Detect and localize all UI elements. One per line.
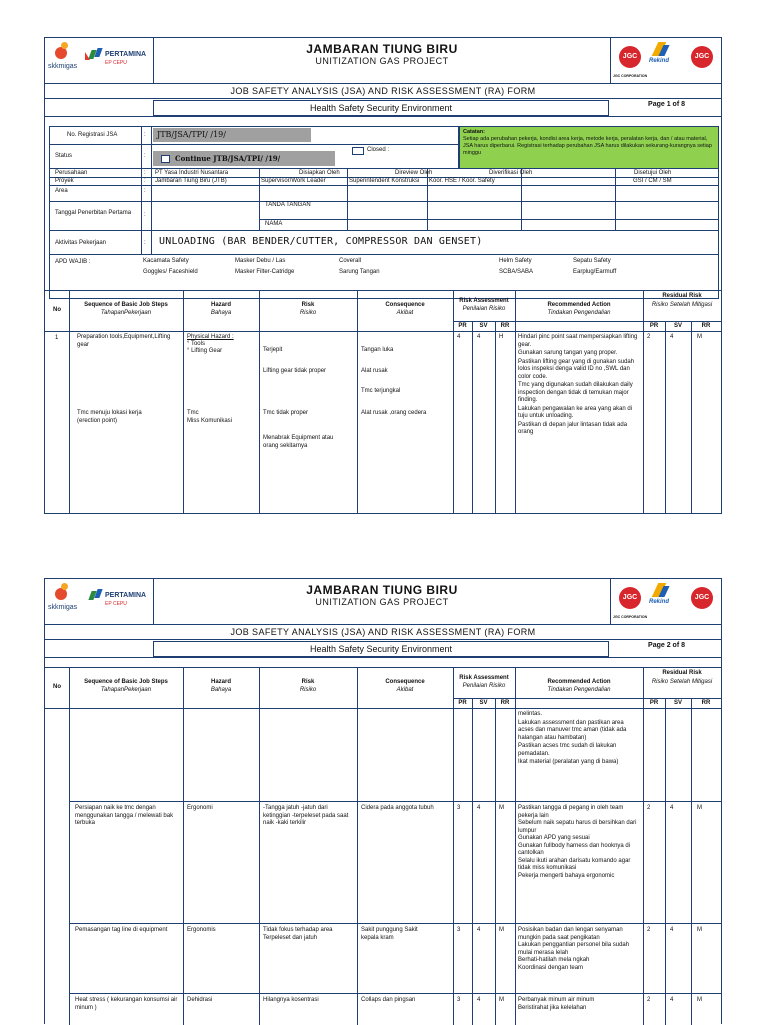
hazard-text: Ergonomis [187,927,216,933]
th-risk: Risk [301,679,315,685]
th-pr: PR [458,323,467,329]
step-text: Heat stress ( kekurangan konsumsi air minum ) [75,997,178,1011]
pertamina-label: PERTAMINA [105,51,147,58]
role-superintendent: Superintendent Konstruksi [349,178,420,184]
project-subtitle: UNITIZATION GAS PROJECT [315,56,449,66]
rr-value: M [499,927,504,933]
pr-value: 4 [457,334,461,340]
hse-title: Health Safety Security Environment [153,641,609,657]
sv-value: 4 [477,805,481,811]
th-ra: Risk Assessment [459,675,509,681]
step-text: Pemasangan tag line di equipment [75,927,168,933]
th-risk-i: Risiko [299,687,317,693]
contractor-logos [610,38,721,83]
th-rr: RR [500,323,510,329]
actions-list [518,334,640,437]
th-no: No [53,307,61,313]
disiapkan-label: Disiapkan Oleh [299,170,340,176]
step-text: Tmc menuju lokasi kerja (erection point) [77,410,142,424]
apd-masker-debu: Masker Debu / Las [235,258,286,264]
skkmigas-label: skkmigas [48,63,78,70]
action-item: Hindari pinc point saat mempersiapkan lifting gear. [518,334,638,348]
closed-checkbox[interactable] [352,147,364,155]
th-steps-i: TahapanPekerjaan [100,310,152,316]
continue-checkbox[interactable] [161,155,170,163]
action-item: Perbanyak minum air minum [518,997,595,1003]
jgc-corp-label: JGC CORPORATION [613,74,648,78]
project-title: JAMBARAN TIUNG BIRU [306,42,458,56]
sv-value: 4 [477,927,481,933]
role-supervisor: Supervisor/Work Leader [261,178,326,184]
action-item: Pastikan di depan jalur lintasan tidak ada orang [518,421,628,435]
action-item: Sebelum naik sepatu harus di bersihkan dari lumpur [518,820,637,834]
consequence-text: Tangan luka [361,347,394,353]
jgc-logo-icon-2: JGC [691,587,713,609]
catatan-title: Catatan: [463,129,486,135]
row-no: 1 [55,335,59,341]
project-subtitle: UNITIZATION GAS PROJECT [315,597,449,607]
hazard-text: Physical Hazard : [187,334,234,340]
action-item: Berhati-hatilah mela ngkah [518,957,590,963]
risk-text: Lifting gear tidak proper [263,368,327,374]
th-hazard: Hazard [210,302,231,308]
consequence-text: Cidera pada anggota tubuh [361,805,434,811]
actions-list [518,711,640,767]
jgc-logo-icon-2: JGC [691,46,713,68]
actions-list [518,997,640,1012]
th-consequence-i: Akibat [396,310,414,316]
res-rr-value: M [697,334,702,340]
action-item: Pastikan lifting gear yang di gunakan sudah lolos inspeksi denga valid ID no ,SWL dan color code. [518,358,635,380]
th-sv: SV [479,700,488,706]
area-label: Area [55,188,68,194]
res-sv-value: 4 [670,997,674,1003]
th-residual-i: Risiko Setelah Mitigasi [651,302,713,308]
pr-value: 3 [457,805,461,811]
step-text: Preparation tools,Equipment,Lifting gear [77,334,171,348]
perusahaan-label: Perusahaan [55,170,88,176]
jsa-page-1 [44,37,722,514]
hazard-text: Miss Komunikasi [187,418,233,424]
action-item: Lakukan penggantian personel bila sudah mulai merasa lelah [518,942,630,956]
apd-coverall: Coverall [339,258,362,264]
res-rr-value: M [697,927,702,933]
apd-helm: Helm Safety [499,258,532,264]
th-hazard: Hazard [210,679,231,685]
hazard-text: Dehidrasi [187,997,213,1003]
apd-scba: SCBA/SABA [499,269,534,275]
action-item: Lakukan assessment dan pastikan area acses dan manuver tmc aman (tidak ada halangan atau hambatan) [518,719,627,741]
th-residual-i: Risiko Setelah Mitigasi [651,679,713,685]
actions-list [518,805,640,880]
action-item: Lakukan pengawalan ke area yang akan di tuju untuk unloading. [518,405,633,419]
apd-masker-filter: Masker Filter-Catridge [235,269,295,275]
action-item: Beristirahat jika kelelahan [518,1004,587,1011]
page-number: Page 2 of 8 [648,642,685,649]
jgc-corp-label: JGC CORPORATION [613,615,648,619]
apd-earplug: Earplug/Earmuff [573,269,617,275]
risk-text: Tidak fokus terhadap area Terpeleset dan jatuh [263,927,333,941]
th-steps: Sequence of Basic Job Steps [84,302,168,308]
role-gsi: GSI / CM / SM [633,178,672,184]
proyek-value: Jambaran Tiung Biru (JTB) [155,178,227,184]
consequence-text: Alat rusak [361,368,388,374]
form-title: JOB SAFETY ANALYSIS (JSA) AND RISK ASSESSMENT (RA) FORM [45,84,721,99]
action-item: melintas. [518,711,543,717]
th-action-i: Tindakan Pengendalian [547,687,611,693]
th-hazard-i: Bahaya [210,310,232,316]
action-item: Gunakan APD yang sesuai [518,835,590,841]
status-label: Status [55,153,73,159]
res-sv-value: 4 [670,334,674,340]
catatan-box [459,126,719,169]
hazard-text: Ergonomi [187,805,213,811]
action-item: Ikat material (peralatan yang di bawa) [518,759,619,765]
risk-text: Tmc tidak proper [263,410,309,416]
action-item: Koordinasi dengan team [518,964,584,971]
th-residual: Residual Risk [662,670,702,676]
pertamina-label: PERTAMINA [105,592,147,599]
rekind-logo-icon [651,42,671,56]
rr-value: M [499,805,504,811]
skkmigas-logo-dot-icon [61,42,68,49]
project-title: JAMBARAN TIUNG BIRU [306,583,458,597]
hazard-text: Tmc [187,410,199,416]
jsa-info-block: No. Registrasi JSA : JTB/JSA/TPI/ /19/ Status : Continue JTB/JSA/TPI/ /19/ Closed : Catatan: Setiap ada perubahan pekerja, kondisi area kerja, metode kerja, peralatan kerja, dan / atau material, JSA harus diperbarui. Registrasi terhadap perubahan JSA harus dilakukan sekurang-kurangnya setiap minggu Perusahaan : PT Yasa Industri Nusantara Proyek : Jambaran Tiung Biru (JTB) Area : Tanggal Penerbitan Pertama : Disiapkan Oleh Direview Oleh Diverifikasi Oleh Disetujui Oleh Supervisor/Work Leader Superintendent Konstruksi Koor. HSE / Koor. Safety GSI / CM / SM TANDA TANGAN NAMA Aktivitas Pekerjaan : UNLOADING (BAR BENDER/CUTTER, COMPRESSOR DAN GENSET) APD WAJIB : Kacamata Safety Goggles/ Faceshield Masker Debu / Las Masker Filter-Catridge Coverall Sarung Tangan Helm Safety SCBA/SABA Sepatu Safety Earplug/Earmuff [49,126,719,299]
direview-label: Direview Oleh [395,170,433,176]
th-ra-i: Penilaian Risiko [462,306,506,312]
th-action-i: Tindakan Pengendalian [547,310,611,316]
th-hazard-i: Bahaya [210,687,232,693]
res-pr-value: 2 [647,927,651,933]
skkmigas-label: skkmigas [48,604,78,611]
disetujui-label: Disetujui Oleh [634,170,672,176]
tanggal-label: Tanggal Penerbitan Pertama [55,210,132,216]
res-pr-value: 2 [647,334,651,340]
th-res-sv: SV [673,323,682,329]
rr-value: M [499,997,504,1003]
jsa-table [45,290,721,514]
client-logos [45,579,154,624]
reg-label: No. Registrasi JSA [67,132,118,138]
jsa-page-2 [44,578,722,1024]
contractor-logos [610,579,721,624]
page-number: Page 1 of 8 [648,101,685,108]
continue-field[interactable]: Continue JTB/JSA/TPI/ /19/ [153,151,335,166]
rekind-label: Rekind [649,58,670,64]
apd-sarung-tangan: Sarung Tangan [339,269,380,275]
ep-cepu-label: EP CEPU [105,60,127,66]
th-action: Recommended Action [547,302,611,308]
pr-value: 3 [457,997,461,1003]
action-item: Pastikan acses tmc sudah di lakukan pemadatan. [518,743,617,757]
res-rr-value: M [697,997,702,1003]
sv-value: 4 [477,334,481,340]
rekind-label: Rekind [649,599,670,605]
proyek-label: Proyek [55,178,74,184]
consequence-text: Tmc terjungkal [361,388,401,394]
th-consequence: Consequence [385,302,425,308]
th-risk-i: Risiko [299,310,317,316]
apd-label: APD WAJIB : [55,259,91,265]
th-consequence-i: Akibat [396,687,414,693]
th-steps-i: TahapanPekerjaan [100,687,152,693]
sv-value: 4 [477,997,481,1003]
th-residual: Residual Risk [662,293,702,299]
form-title: JOB SAFETY ANALYSIS (JSA) AND RISK ASSESSMENT (RA) FORM [45,625,721,640]
res-pr-value: 2 [647,997,651,1003]
action-item: Tmc yang digunakan sudah dilakukan daily inspection dengan tidak di temukan major finding. [518,382,633,403]
reg-number-field[interactable]: JTB/JSA/TPI/ /19/ [153,128,311,142]
jgc-logo-icon: JGC [619,587,641,609]
res-pr-value: 2 [647,805,651,811]
hazard-text: ° Lifting Gear [187,348,223,354]
risk-text: Menabrak Equipment atau orang sekitarnya [263,435,334,449]
th-sv: SV [479,323,488,329]
th-res-rr: RR [701,323,711,329]
apd-kacamata: Kacamata Safety [143,258,189,264]
jgc-logo-icon: JGC [619,46,641,68]
closed-label: Closed : [367,147,390,153]
risk-text: Hilangnya kosentrasi [263,997,319,1003]
risk-text: -Tangga jatuh -jatuh dari ketinggian -terpeleset pada saat naik -kaki terkilir [263,805,349,826]
th-res-rr: RR [701,700,711,706]
client-logos [45,38,154,83]
action-item: Gunakan fullbody harness dan hooknya di cantolkan [518,842,631,856]
consequence-text: Sakit punggung Sakit kepala kram [361,927,418,941]
aktivitas-label: Aktivitas Pekerjaan [55,240,107,246]
res-sv-value: 4 [670,927,674,933]
role-koor-hse: Koor. HSE / Koor. Safety [429,178,495,184]
rekind-logo-icon [651,583,671,597]
step-text: Persiapan naik ke tmc dengan menggunakan tangga / melewati bak terbuka [75,805,174,826]
rr-value: H [499,334,504,340]
diverifikasi-label: Diverifikasi Oleh [489,170,533,176]
page-header [45,38,721,84]
action-item: Pastikan tangga di pegang in oleh team pekerja lain [518,805,624,819]
perusahaan-value: PT Yasa Industri Nusantara [155,170,229,176]
th-risk: Risk [301,302,315,308]
page-header [45,579,721,625]
th-steps: Sequence of Basic Job Steps [84,679,168,685]
action-item: Pekerja mengerti bahaya ergonomic [518,872,615,879]
th-consequence: Consequence [385,679,425,685]
th-action: Recommended Action [547,679,611,685]
consequence-text: Collaps dan pingsan [361,997,416,1003]
aktivitas-value: UNLOADING (BAR BENDER/CUTTER, COMPRESSOR DAN GENSET) [159,236,483,247]
th-pr: PR [458,700,467,706]
jsa-table [45,667,721,1025]
hse-title: Health Safety Security Environment [153,100,609,116]
res-sv-value: 4 [670,805,674,811]
skkmigas-logo-dot-icon [61,583,68,590]
tanda-tangan-label: TANDA TANGAN [265,202,311,208]
risk-text: Terjepit [263,347,283,353]
actions-list [518,927,640,972]
th-res-pr: PR [649,323,659,329]
nama-label: NAMA [265,221,283,227]
hazard-text: ° Tools [187,341,205,347]
ep-cepu-label: EP CEPU [105,601,127,607]
th-rr: RR [500,700,510,706]
action-item: Posisikan badan dan lengan senyaman mungkin pada saat pengikatan [518,927,623,941]
action-item: Selalu ikuti arahan darisatu komando agar tidak miss komunikasi [518,857,631,871]
th-ra: Risk Assessment [459,298,509,304]
apd-goggles: Goggles/ Faceshield [143,269,198,275]
th-res-pr: PR [649,700,659,706]
consequence-text: Alat rusak ,orang cedera [361,410,427,416]
th-ra-i: Penilaian Risiko [462,683,506,689]
th-res-sv: SV [673,700,682,706]
th-no: No [53,684,61,690]
res-rr-value: M [697,805,702,811]
action-item: Gunakan sarung tangan yang proper. [518,350,618,356]
pr-value: 3 [457,927,461,933]
apd-sepatu: Sepatu Safety [573,258,611,264]
catatan-text: Setiap ada perubahan pekerja, kondisi area kerja, metode kerja, peralatan kerja, dan / atau material, JSA harus diperbarui. Registrasi terhadap perubahan JSA harus dilakukan sekurang-kurangnya setiap minggu [463,136,712,156]
